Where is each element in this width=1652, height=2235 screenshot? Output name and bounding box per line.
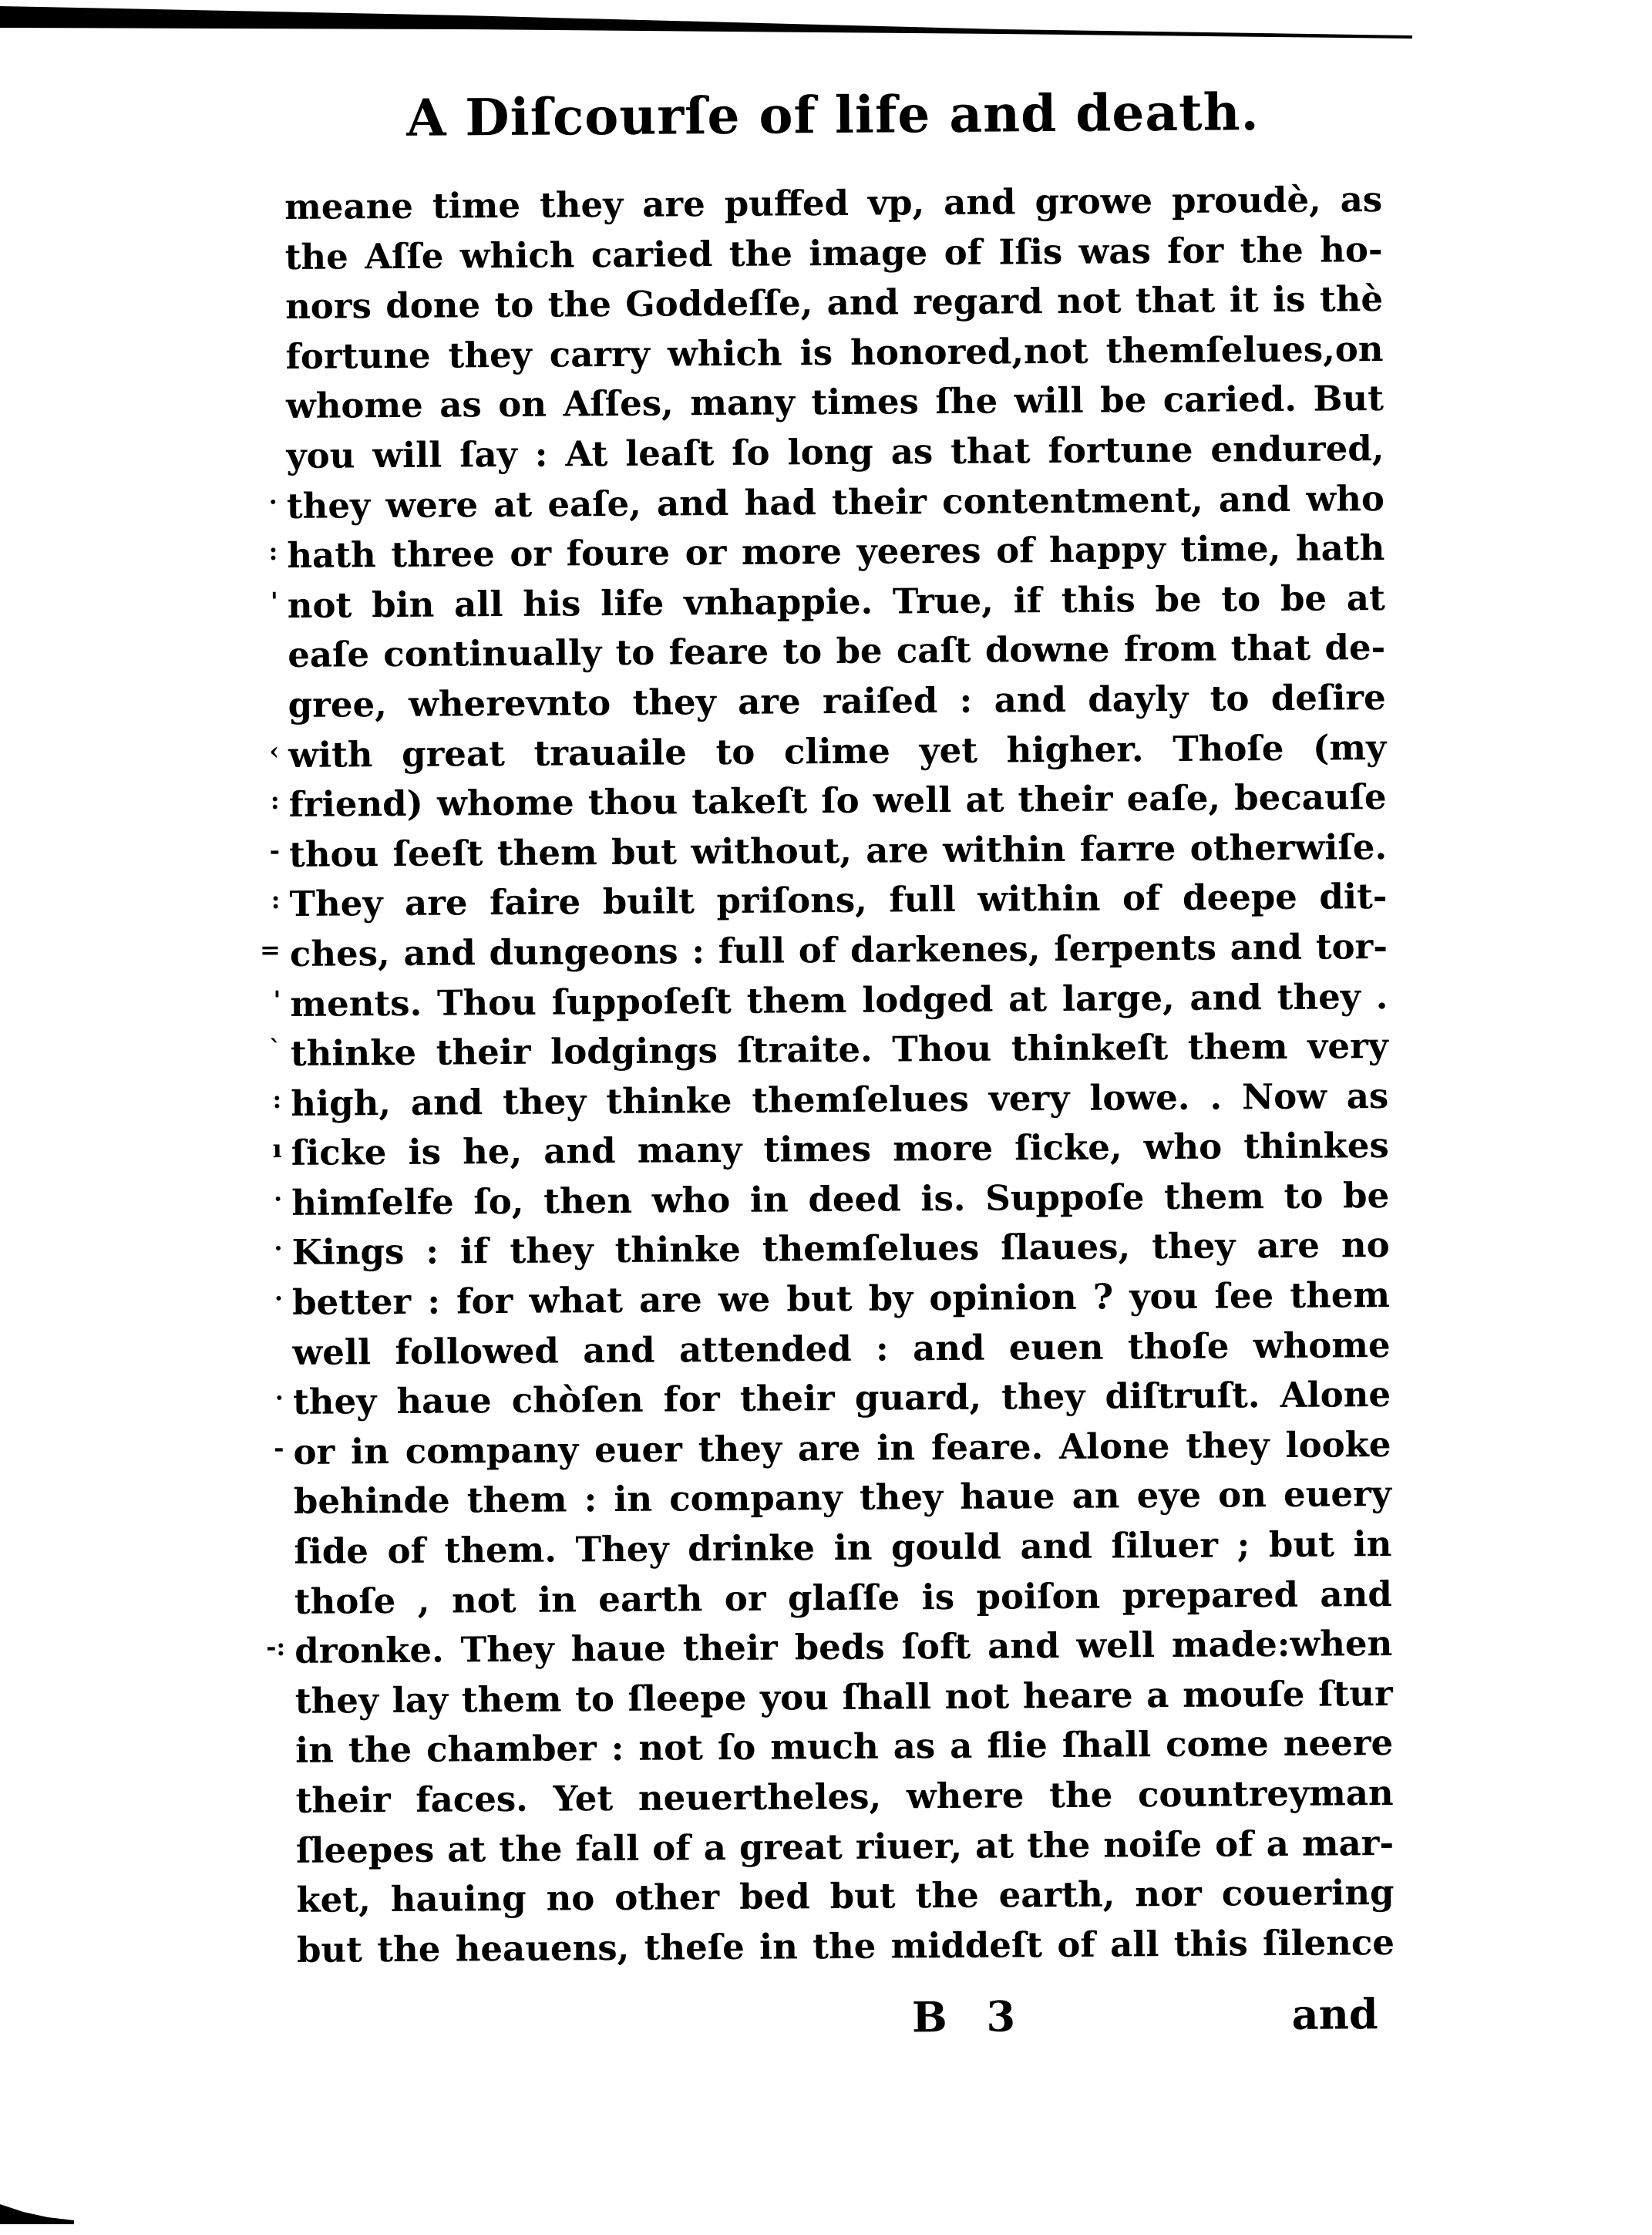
line-text: friend) whome thou takeſt ſo well at their eaſe, becauſe xyxy=(288,776,1387,826)
line-text: nors done to the Goddeſſe, and regard not that it is thè xyxy=(284,278,1384,328)
margin-mark: - xyxy=(269,835,281,865)
line-text: high, and they thinke themſelues very lowe. . Now as xyxy=(291,1075,1389,1124)
text-line xyxy=(271,872,1388,930)
margin-mark: : xyxy=(268,537,278,567)
line-text: meane time they are puffed vp, and growe proudè, as xyxy=(284,179,1383,227)
line-text: behinde them : in company they haue an eye on euery xyxy=(293,1473,1392,1523)
line-text: ches, and dungeons : full of darkenes, ſerpents and tor- xyxy=(289,925,1388,974)
margin-mark: ı xyxy=(272,1134,282,1164)
text-line xyxy=(295,1718,1393,1776)
line-text: ſide of them. They drinke in gould and ſiluer ; but in xyxy=(294,1523,1392,1572)
scan-artifact-top-line xyxy=(0,0,1652,46)
line-text: they haue chòſen for their guard, they diſtruſt. Alone xyxy=(292,1374,1391,1423)
line-text: not bin all his life vnhappie. True, if this be to be at xyxy=(287,577,1385,626)
text-line xyxy=(273,972,1388,1030)
text-line xyxy=(288,623,1385,681)
text-line xyxy=(274,1220,1390,1278)
text-line xyxy=(294,1669,1392,1727)
line-text: better : for what are we but by opinion ? you ſee them xyxy=(291,1274,1391,1323)
footer-row xyxy=(297,1989,1395,2058)
line-text: ſleepes at the fall of a great riuer, at the noiſe of a mar- xyxy=(295,1822,1395,1871)
text-line xyxy=(274,1420,1391,1478)
line-text: They are faire built priſons, full within of deepe dit- xyxy=(289,876,1388,925)
signature-mark: B 3 xyxy=(911,1991,1028,2042)
line-text: in the chamber : not ſo much as a flie ſhall come neere xyxy=(294,1722,1394,1772)
line-text: ſicke is he, and many times more ſicke, who thinkes xyxy=(291,1125,1389,1174)
text-line xyxy=(284,225,1382,283)
line-text: gree, wherevnto they are raiſed : and dayly to deſire xyxy=(288,676,1386,725)
text-line xyxy=(285,325,1383,382)
line-text: eaſe continually to feare to be caſt downe from that de- xyxy=(288,627,1386,676)
margin-mark: -: xyxy=(266,1632,286,1662)
text-line xyxy=(272,1121,1389,1179)
page-content xyxy=(259,70,1395,2058)
text-line xyxy=(294,1520,1391,1577)
line-text: hath three or foure or more yeeres of happy time, hath xyxy=(287,527,1385,577)
line-text: well followed and attended : and euen thoſe whome xyxy=(292,1324,1391,1373)
text-line xyxy=(272,1072,1389,1129)
line-text: but the heauens, theſe in the middeſt of all this ſilence xyxy=(296,1921,1395,1971)
margin-mark: : xyxy=(272,1084,282,1114)
line-text: thou ſeeſt them but without, are within farre otherwiſe. xyxy=(288,826,1388,875)
margin-mark: · xyxy=(268,486,278,517)
line-text: ments. Thou ſuppoſeſt them lodged at large, and they . xyxy=(290,975,1388,1025)
margin-mark: : xyxy=(270,786,280,816)
text-line xyxy=(296,1819,1394,1877)
line-text: their faces. Yet neuertheles, where the countreyman xyxy=(295,1772,1394,1821)
text-line xyxy=(297,1918,1395,1976)
text-line xyxy=(286,374,1384,432)
text-line xyxy=(273,1171,1390,1229)
text-line xyxy=(295,1769,1393,1826)
line-text: thinke their lodgings ſtraite. Thou thinkeſt them very xyxy=(290,1025,1389,1075)
margin-mark: ` xyxy=(268,1035,281,1065)
body-text xyxy=(259,175,1395,1975)
text-line xyxy=(270,574,1385,631)
line-text: they lay them to ſleepe you ſhall not heare a mouſe ſtur xyxy=(294,1672,1393,1722)
text-line xyxy=(294,1570,1392,1627)
line-text: dronke. They haue their beds ſoft and well made:when xyxy=(294,1623,1393,1672)
margin-mark: : xyxy=(271,885,281,915)
margin-mark: ' xyxy=(273,985,281,1015)
margin-mark: ‹ xyxy=(269,735,280,766)
line-text: Kings : if they thinke themſelues ſlaues, they are no xyxy=(291,1224,1390,1274)
line-text: thoſe , not in earth or glaſſe is poiſon prepared and xyxy=(294,1573,1392,1622)
margin-mark: ' xyxy=(270,586,278,616)
text-line xyxy=(274,1370,1391,1428)
margin-mark: · xyxy=(274,1234,283,1264)
text-line xyxy=(270,772,1387,830)
margin-mark: · xyxy=(274,1383,284,1413)
scan-artifact-bottom-blob xyxy=(0,2204,108,2235)
text-line xyxy=(266,1619,1393,1677)
text-line xyxy=(269,723,1387,781)
catchword: and xyxy=(1291,1989,1378,2040)
text-line xyxy=(268,1022,1389,1079)
text-line xyxy=(292,1321,1390,1378)
line-text: ket, hauing no other bed but the earth, nor couering xyxy=(296,1872,1395,1921)
text-line xyxy=(274,1271,1391,1328)
line-text: fortune they carry which is honored,not themſelues,on xyxy=(285,328,1384,377)
text-line xyxy=(259,922,1388,980)
line-text: with great trauaile to clime yet higher. Thoſe (my xyxy=(288,726,1387,776)
page-title: A Diſcourſe of life and death. xyxy=(405,82,1260,148)
text-line xyxy=(268,474,1385,532)
text-line xyxy=(286,424,1384,482)
margin-mark: · xyxy=(273,1183,283,1213)
line-text: you will ſay : At leaſt ſo long as that fortune endured, xyxy=(286,427,1385,476)
text-line xyxy=(268,523,1385,581)
text-line xyxy=(269,823,1388,880)
margin-mark: - xyxy=(274,1432,284,1463)
margin-mark: = xyxy=(259,934,281,965)
text-line xyxy=(285,274,1383,332)
text-line xyxy=(296,1868,1394,1926)
line-text: the Aſſe which caried the image of Iſis was for the ho- xyxy=(284,228,1383,278)
text-line xyxy=(284,175,1382,233)
line-text: whome as on Aſſes, many times ſhe will be caried. But xyxy=(285,378,1385,427)
text-line xyxy=(288,673,1385,731)
line-text: or in company euer they are in feare. Alone they looke xyxy=(293,1423,1391,1473)
text-line xyxy=(294,1469,1391,1527)
line-text: himſelfe ſo, then who in deed is. Suppoſe them to be xyxy=(291,1174,1390,1224)
line-text: they were at eaſe, and had their contentment, and who xyxy=(286,477,1385,527)
margin-mark: · xyxy=(274,1284,284,1314)
